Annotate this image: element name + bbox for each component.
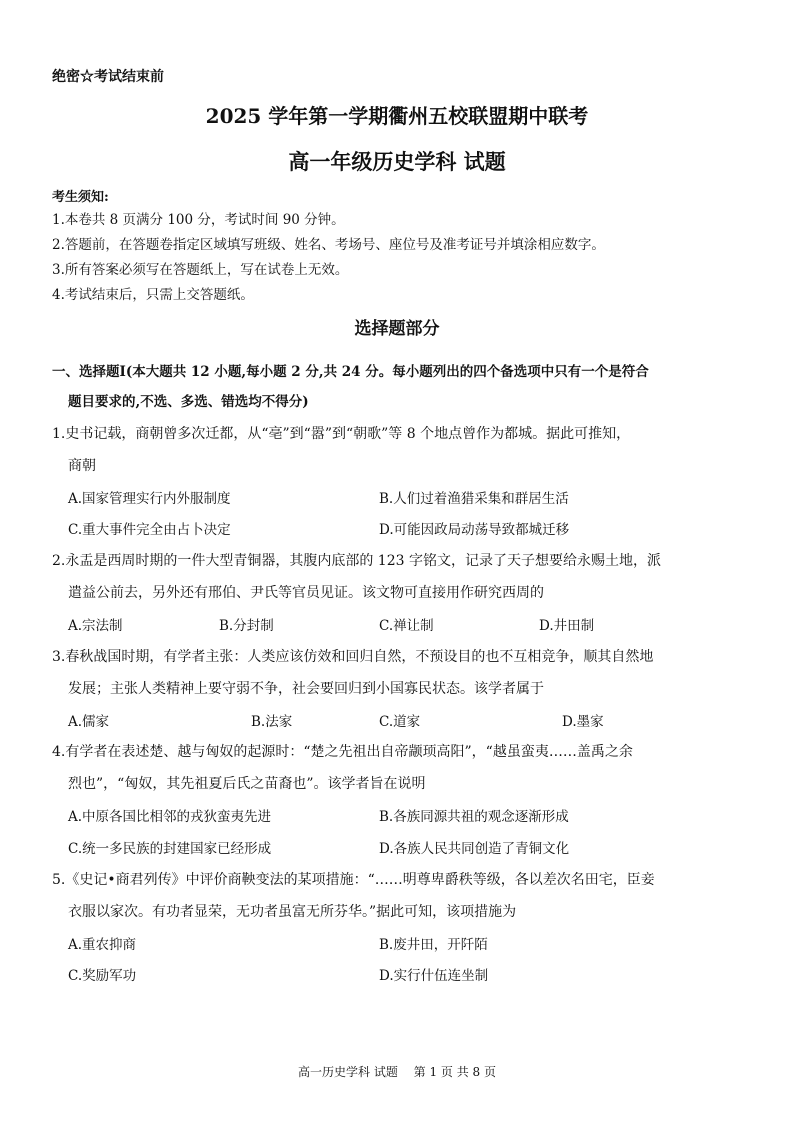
notice-heading: 考生须知: <box>52 190 109 205</box>
section-title: 选择题部分 <box>354 319 440 339</box>
option-3d[interactable]: D.墨家 <box>562 714 604 730</box>
question-2-text: 遣益公前去，另外还有邢伯、尹氏等官员见证。该文物可直接用作研究西周的 <box>68 585 544 601</box>
notice-item: 4.考试结束后，只需上交答题纸。 <box>52 287 254 303</box>
question-5-text: 5.《史记•商君列传》中评价商鞅变法的某项措施：“……明尊卑爵秩等级，各以差次名田宅，臣妾 <box>52 872 655 888</box>
question-1-text: 商朝 <box>68 458 96 474</box>
option-2b[interactable]: B.分封制 <box>219 618 274 634</box>
option-3b[interactable]: B.法家 <box>251 714 293 730</box>
option-1c[interactable]: C.重大事件完全由占卜决定 <box>68 522 231 538</box>
page-footer: 高一历史学科 试题 第 1 页 共 8 页 <box>298 1065 496 1079</box>
option-4a[interactable]: A.中原各国比相邻的戎狄蛮夷先进 <box>68 809 272 825</box>
option-2d[interactable]: D.井田制 <box>539 618 595 634</box>
part-instructions: 题目要求的,不选、多选、错选均不得分) <box>68 394 309 410</box>
option-2c[interactable]: C.禅让制 <box>379 618 434 634</box>
option-2a[interactable]: A.宗法制 <box>68 618 123 634</box>
question-3-text: 发展；主张人类精神上要守弱不争，社会要回归到小国寡民状态。该学者属于 <box>68 681 544 697</box>
option-5c[interactable]: C.奖励军功 <box>68 968 137 984</box>
exam-subtitle: 高一年级历史学科 试题 <box>288 149 506 174</box>
notice-item: 2.答题前，在答题卷指定区域填写班级、姓名、考场号、座位号及准考证号并填涂相应数字。 <box>52 237 605 253</box>
question-5-text: 衣服以家次。有功者显荣，无功者虽富无所芬华。”据此可知，该项措施为 <box>68 904 517 920</box>
option-5d[interactable]: D.实行什伍连坐制 <box>379 968 489 984</box>
exam-title: 2025 学年第一学期衢州五校联盟期中联考 <box>205 104 589 128</box>
option-5a[interactable]: A.重农抑商 <box>68 937 137 953</box>
part-instructions: 一、选择题Ⅰ(本大题共 12 小题,每小题 2 分,共 24 分。每小题列出的四个备选项中只有一个是符合 <box>52 364 649 380</box>
notice-item: 1.本卷共 8 页满分 100 分，考试时间 90 分钟。 <box>52 212 345 228</box>
option-1d[interactable]: D.可能因政局动荡导致都城迁移 <box>379 522 570 538</box>
option-4d[interactable]: D.各族人民共同创造了青铜文化 <box>379 841 570 857</box>
question-4-text: 烈也”，“匈奴，其先祖夏后氏之苗裔也”。该学者旨在说明 <box>68 776 426 792</box>
question-3-text: 3.春秋战国时期，有学者主张：人类应该仿效和回归自然，不预设目的也不互相竞争，顺其自然地 <box>52 649 654 665</box>
option-1b[interactable]: B.人们过着渔猎采集和群居生活 <box>379 491 569 507</box>
question-2-text: 2.永盂是西周时期的一件大型青铜器，其腹内底部的 123 字铭文，记录了天子想要给永赐土地，派 <box>52 553 661 569</box>
option-3a[interactable]: A.儒家 <box>68 714 110 730</box>
option-4c[interactable]: C.统一多民族的封建国家已经形成 <box>68 841 272 857</box>
confidential-mark: 绝密☆考试结束前 <box>52 69 164 85</box>
option-5b[interactable]: B.废井田，开阡陌 <box>379 937 488 953</box>
question-4-text: 4.有学者在表述楚、越与匈奴的起源时：“楚之先祖出自帝颛顼高阳”，“越虽蛮夷……盖禹之余 <box>52 744 633 760</box>
option-1a[interactable]: A.国家管理实行内外服制度 <box>68 491 231 507</box>
option-4b[interactable]: B.各族同源共祖的观念逐渐形成 <box>379 809 569 825</box>
question-1-text: 1.史书记载，商朝曾多次迁都，从“亳”到“嚣”到“朝歌”等 8 个地点曾作为都城。据此可推知， <box>52 426 631 442</box>
option-3c[interactable]: C.道家 <box>379 714 421 730</box>
notice-item: 3.所有答案必须写在答题纸上，写在试卷上无效。 <box>52 262 349 278</box>
